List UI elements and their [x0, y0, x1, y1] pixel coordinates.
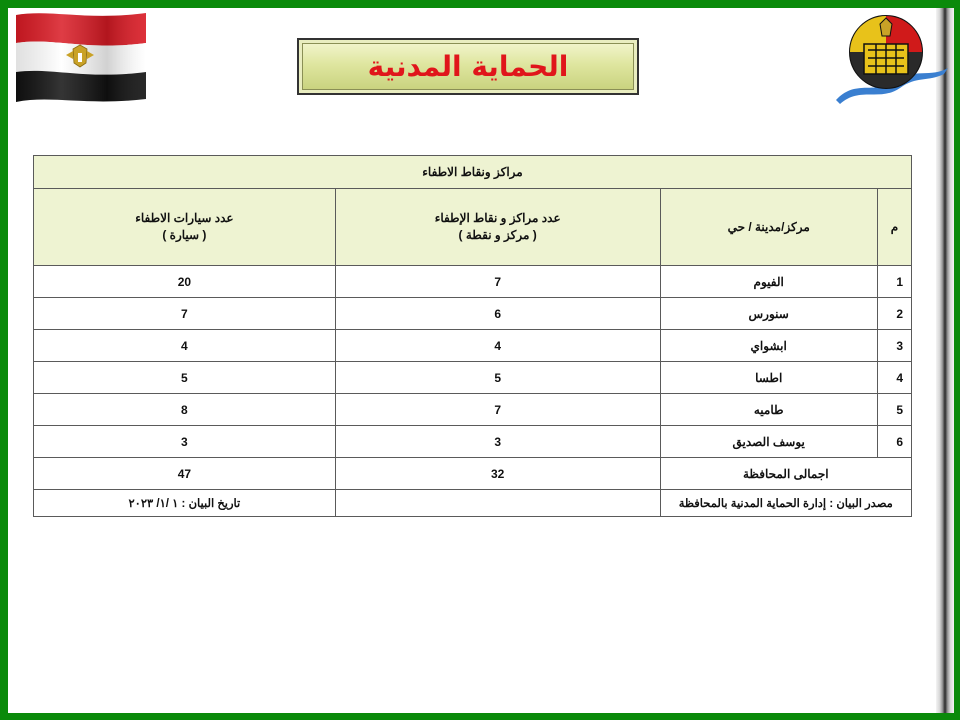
header-district: مركز/مدينة / حي — [660, 189, 877, 266]
fayoum-logo-icon — [836, 8, 948, 108]
table-row — [34, 330, 912, 362]
data-date: تاريخ البيان : ١ /١/ ٢٠٢٣ — [34, 490, 336, 517]
total-label: اجمالى المحافظة — [660, 458, 911, 490]
row-vehicles: 20 — [34, 266, 336, 298]
slide-title-box — [297, 38, 639, 95]
footer-empty-cell — [335, 490, 660, 517]
header-stations-line2: ( مركز و نقطة ) — [458, 228, 537, 242]
table-row — [34, 426, 912, 458]
row-district: يوسف الصديق — [660, 426, 877, 458]
row-stations: 5 — [335, 362, 660, 394]
row-vehicles: 3 — [34, 426, 336, 458]
row-stations: 3 — [335, 426, 660, 458]
row-stations: 7 — [335, 394, 660, 426]
row-num: 4 — [877, 362, 911, 394]
row-district: اطسا — [660, 362, 877, 394]
row-num: 3 — [877, 330, 911, 362]
table-row — [34, 394, 912, 426]
row-num: 6 — [877, 426, 911, 458]
total-row — [34, 458, 912, 490]
row-district: الفيوم — [660, 266, 877, 298]
header-vehicles-line2: ( سيارة ) — [162, 228, 207, 242]
row-district: سنورس — [660, 298, 877, 330]
footer-row — [34, 490, 912, 517]
row-num: 5 — [877, 394, 911, 426]
egypt-flag-icon — [16, 11, 146, 102]
table-row — [34, 266, 912, 298]
header-vehicles-line1: عدد سيارات الاطفاء — [135, 211, 234, 225]
table-row — [34, 362, 912, 394]
header-vehicles — [34, 189, 336, 266]
header-stations-line1: عدد مراكز و نقاط الإطفاء — [434, 211, 561, 225]
header-stations — [335, 189, 660, 266]
row-stations: 7 — [335, 266, 660, 298]
row-district: ابشواي — [660, 330, 877, 362]
decorative-side-strip — [936, 8, 954, 713]
row-stations: 6 — [335, 298, 660, 330]
table-caption: مراكز ونقاط الاطفاء — [34, 156, 912, 189]
header-num: م — [877, 189, 911, 266]
row-vehicles: 7 — [34, 298, 336, 330]
row-stations: 4 — [335, 330, 660, 362]
row-num: 2 — [877, 298, 911, 330]
total-stations: 32 — [335, 458, 660, 490]
row-vehicles: 5 — [34, 362, 336, 394]
row-district: طاميه — [660, 394, 877, 426]
fire-stations-table — [33, 155, 912, 517]
total-vehicles: 47 — [34, 458, 336, 490]
table-row — [34, 298, 912, 330]
slide-title: الحماية المدنية — [367, 50, 569, 83]
row-num: 1 — [877, 266, 911, 298]
row-vehicles: 8 — [34, 394, 336, 426]
row-vehicles: 4 — [34, 330, 336, 362]
data-source: مصدر البيان : إدارة الحماية المدنية بالمحافظة — [660, 490, 911, 517]
